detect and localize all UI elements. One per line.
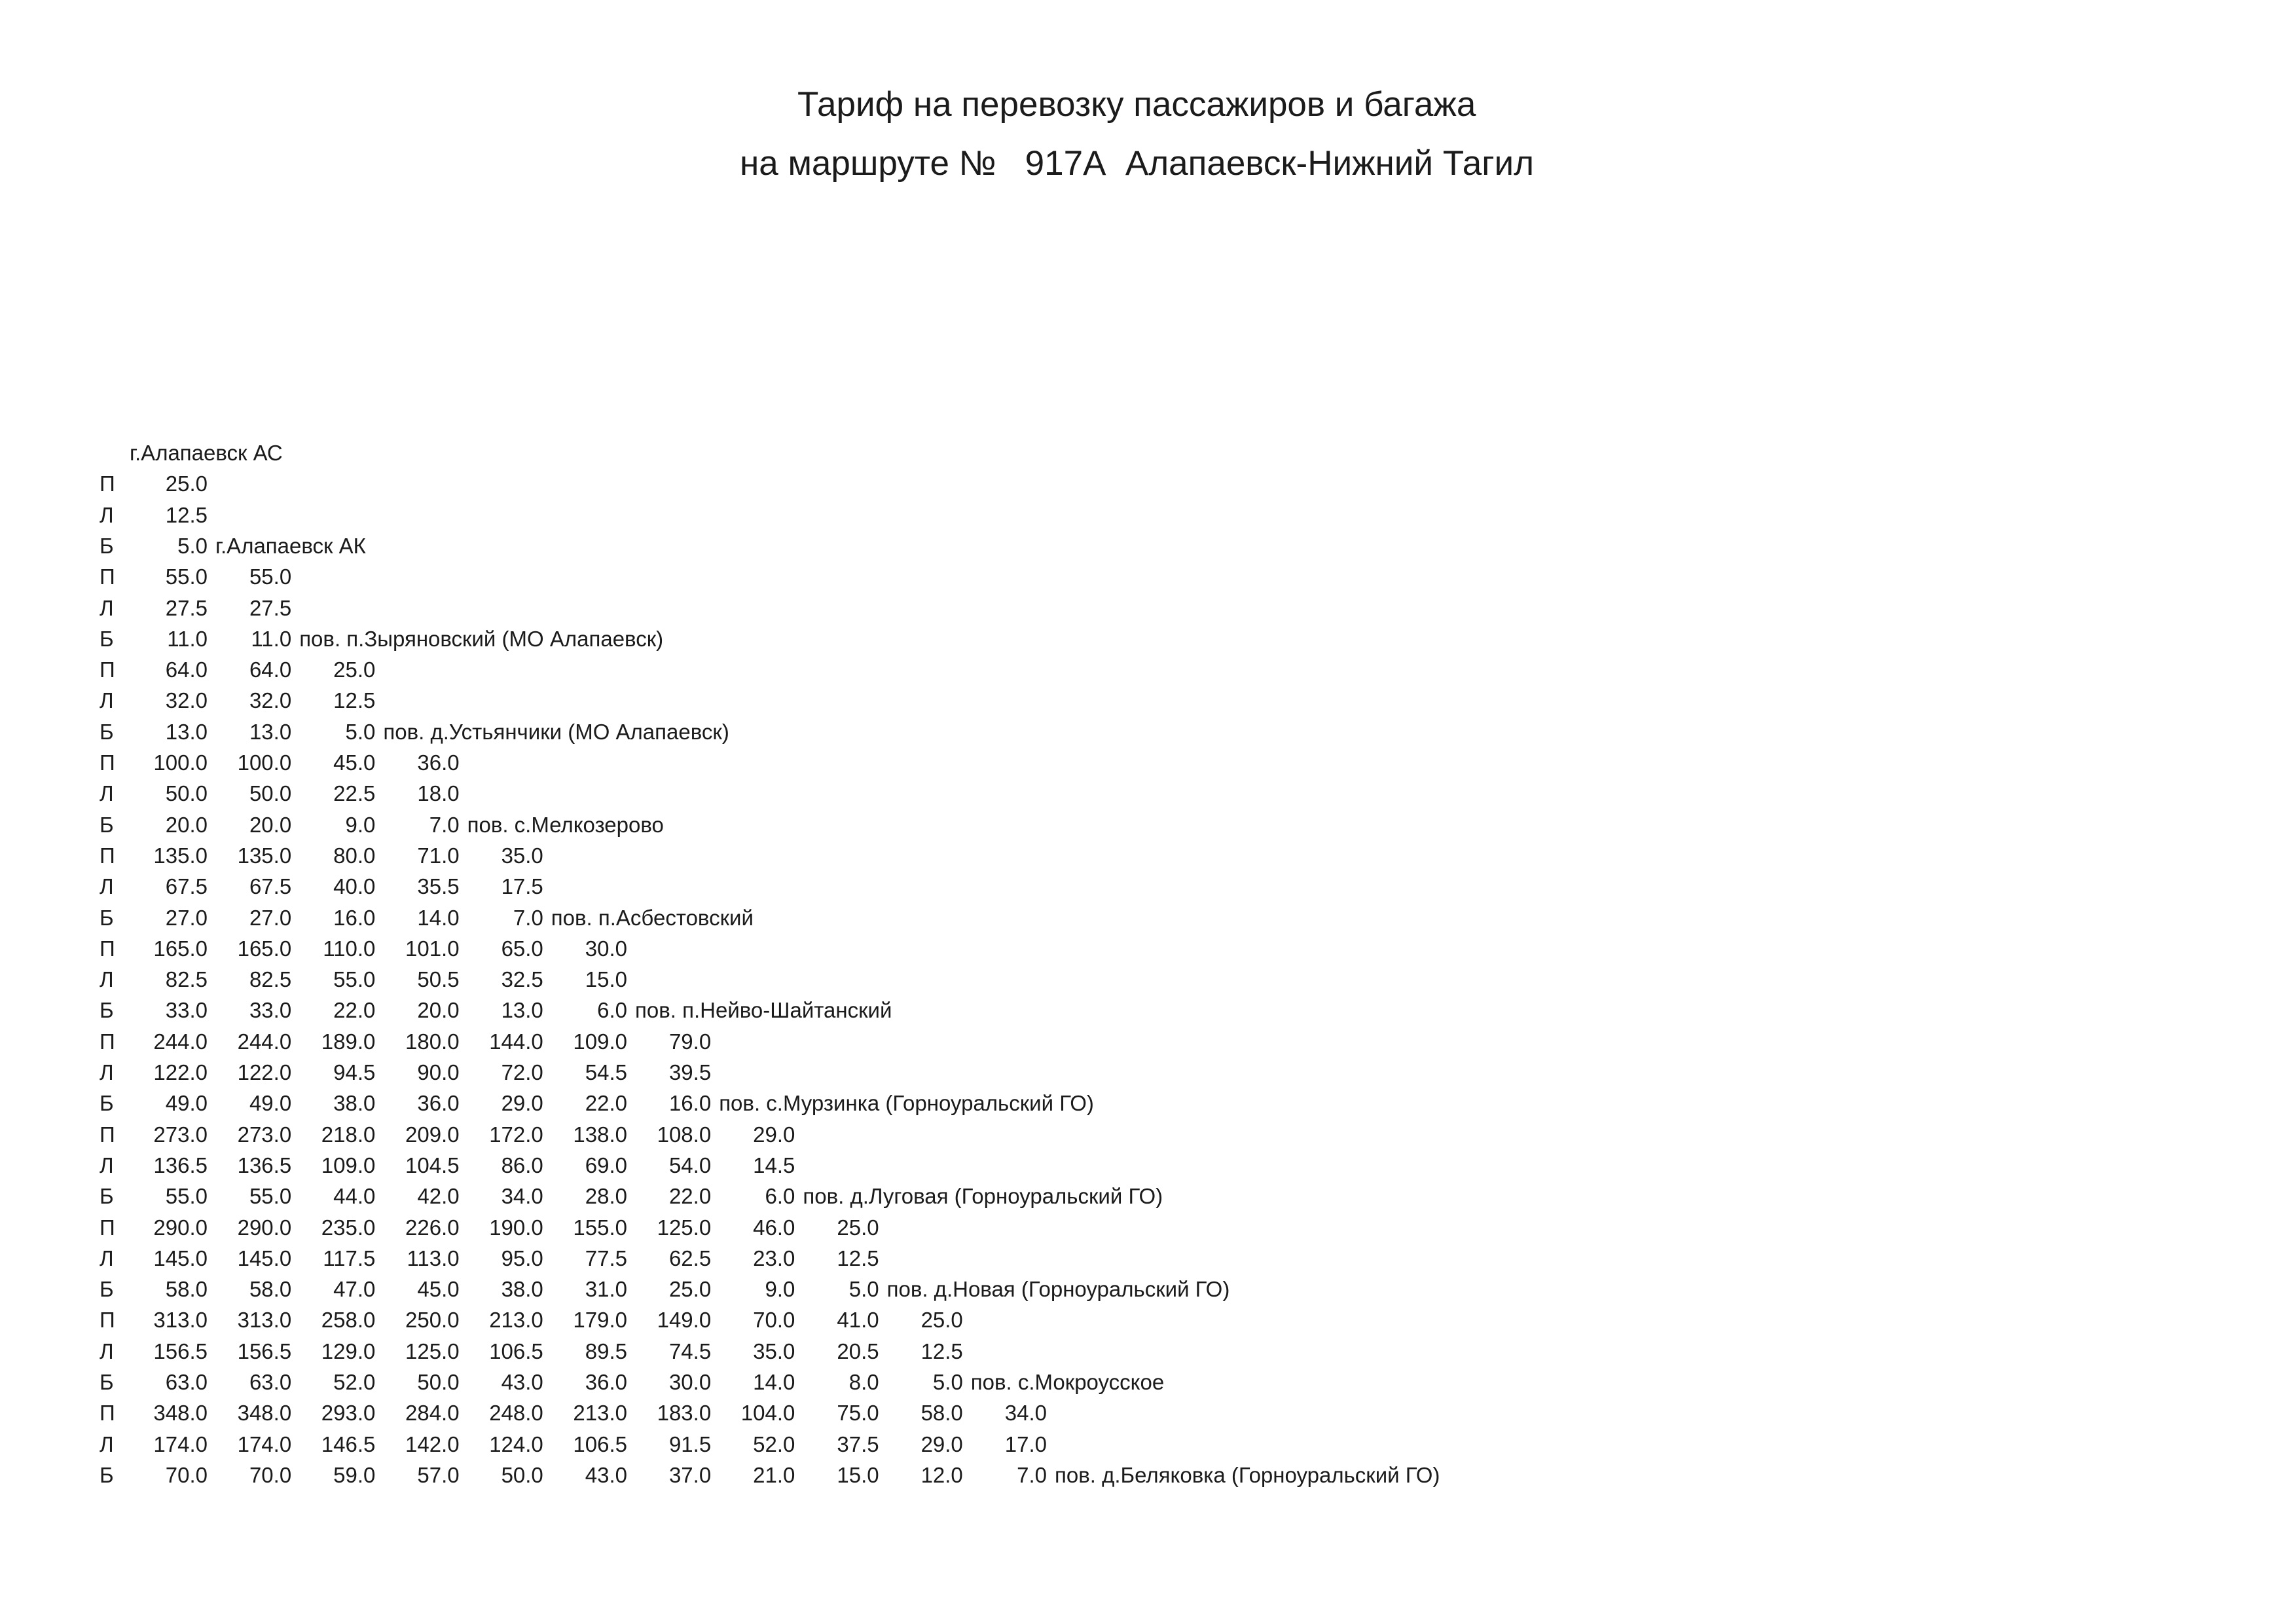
fare-type-baggage: Б xyxy=(100,533,114,558)
fare-value: 244.0 xyxy=(153,1029,208,1054)
fare-value: 82.5 xyxy=(165,967,208,992)
fare-value: 9.0 xyxy=(765,1277,795,1302)
fare-value: 20.5 xyxy=(837,1338,879,1363)
fare-type-full: П xyxy=(100,471,115,496)
fare-value: 136.5 xyxy=(237,1153,292,1177)
fare-value: 244.0 xyxy=(237,1029,292,1054)
stop-name: пов. д.Новая (Горноуральский ГО) xyxy=(886,1277,1230,1302)
fare-value: 122.0 xyxy=(237,1060,292,1084)
fare-value: 42.0 xyxy=(417,1184,460,1209)
fare-value: 20.0 xyxy=(249,812,292,837)
fare-value: 37.0 xyxy=(668,1462,712,1487)
fare-value: 71.0 xyxy=(417,843,460,868)
fare-value: 55.0 xyxy=(165,564,208,589)
fare-value: 79.0 xyxy=(668,1029,712,1054)
fare-value: 32.0 xyxy=(249,688,292,713)
fare-value: 14.5 xyxy=(753,1153,795,1177)
fare-value: 67.5 xyxy=(165,874,208,899)
stop-name: пов. с.Мелкозерово xyxy=(467,812,664,837)
fare-value: 27.5 xyxy=(249,595,292,620)
fare-value: 109.0 xyxy=(573,1029,627,1054)
fare-value: 7.0 xyxy=(513,905,543,930)
fare-value: 70.0 xyxy=(753,1308,795,1333)
fare-value: 213.0 xyxy=(489,1308,543,1333)
fare-value: 226.0 xyxy=(405,1215,460,1240)
fare-value: 50.0 xyxy=(417,1370,460,1394)
fare-value: 12.0 xyxy=(920,1462,963,1487)
fare-value: 45.0 xyxy=(417,1277,460,1302)
fare-type-full: П xyxy=(100,657,115,682)
fare-value: 18.0 xyxy=(417,781,460,806)
fare-value: 124.0 xyxy=(489,1431,543,1456)
fare-value: 50.0 xyxy=(165,781,208,806)
stop-name-first: г.Алапаевск АС xyxy=(130,441,283,465)
fare-value: 209.0 xyxy=(405,1122,460,1147)
fare-value: 21.0 xyxy=(753,1462,795,1487)
fare-value: 50.5 xyxy=(417,967,460,992)
fare-value: 63.0 xyxy=(165,1370,208,1394)
stop-name: г.Алапаевск АК xyxy=(215,533,366,558)
fare-value: 313.0 xyxy=(237,1308,292,1333)
fare-value: 30.0 xyxy=(668,1370,712,1394)
fare-value: 258.0 xyxy=(321,1308,376,1333)
fare-value: 44.0 xyxy=(333,1184,376,1209)
fare-value: 43.0 xyxy=(501,1370,543,1394)
fare-type-reduced: Л xyxy=(100,502,114,527)
fare-value: 28.0 xyxy=(585,1184,627,1209)
fare-value: 104.0 xyxy=(740,1401,795,1426)
fare-value: 55.0 xyxy=(165,1184,208,1209)
fare-value: 17.0 xyxy=(1004,1431,1047,1456)
fare-value: 20.0 xyxy=(417,998,460,1023)
stop-name: пов. п.Нейво-Шайтанский xyxy=(635,998,892,1023)
fare-value: 35.0 xyxy=(501,843,543,868)
fare-value: 22.0 xyxy=(585,1091,627,1116)
stop-name: пов. п.Зыряновский (МО Алапаевск) xyxy=(299,626,664,651)
fare-value: 67.5 xyxy=(249,874,292,899)
fare-value: 129.0 xyxy=(321,1338,376,1363)
fare-value: 145.0 xyxy=(237,1246,292,1270)
title-line-2: на маршруте № 917А Алапаевск-Нижний Тагил xyxy=(740,144,1535,183)
stop-name: пов. д.Устьянчики (МО Алапаевск) xyxy=(383,719,729,744)
fare-value: 13.0 xyxy=(249,719,292,744)
fare-value: 33.0 xyxy=(165,998,208,1023)
fare-value: 6.0 xyxy=(597,998,627,1023)
fare-value: 218.0 xyxy=(321,1122,376,1147)
fare-value: 15.0 xyxy=(837,1462,879,1487)
title-line-1: Тариф на перевозку пассажиров и багажа xyxy=(797,85,1476,124)
fare-value: 49.0 xyxy=(165,1091,208,1116)
fare-value: 213.0 xyxy=(573,1401,627,1426)
fare-value: 273.0 xyxy=(237,1122,292,1147)
fare-value: 5.0 xyxy=(345,719,376,744)
fare-value: 64.0 xyxy=(165,657,208,682)
fare-type-full: П xyxy=(100,1122,115,1147)
fare-value: 49.0 xyxy=(249,1091,292,1116)
fare-value: 34.0 xyxy=(501,1184,543,1209)
fare-value: 12.5 xyxy=(920,1338,963,1363)
fare-value: 75.0 xyxy=(837,1401,879,1426)
fare-value: 74.5 xyxy=(668,1338,712,1363)
fare-value: 86.0 xyxy=(501,1153,543,1177)
fare-value: 35.5 xyxy=(417,874,460,899)
fare-value: 16.0 xyxy=(668,1091,712,1116)
fare-value: 29.0 xyxy=(501,1091,543,1116)
fare-value: 38.0 xyxy=(333,1091,376,1116)
fare-value: 52.0 xyxy=(333,1370,376,1394)
fare-value: 95.0 xyxy=(501,1246,543,1270)
fare-value: 94.5 xyxy=(333,1060,376,1084)
fare-value: 22.0 xyxy=(668,1184,712,1209)
fare-type-full: П xyxy=(100,1215,115,1240)
fare-value: 8.0 xyxy=(848,1370,879,1394)
fare-value: 90.0 xyxy=(417,1060,460,1084)
fare-value: 27.0 xyxy=(165,905,208,930)
fare-value: 12.5 xyxy=(837,1246,879,1270)
fare-value: 144.0 xyxy=(489,1029,543,1054)
fare-type-full: П xyxy=(100,564,115,589)
fare-type-baggage: Б xyxy=(100,1091,114,1116)
fare-value: 39.5 xyxy=(668,1060,712,1084)
fare-value: 59.0 xyxy=(333,1462,376,1487)
fare-value: 14.0 xyxy=(753,1370,795,1394)
fare-value: 52.0 xyxy=(753,1431,795,1456)
fare-value: 14.0 xyxy=(417,905,460,930)
fare-value: 125.0 xyxy=(405,1338,460,1363)
fare-value: 58.0 xyxy=(249,1277,292,1302)
fare-value: 189.0 xyxy=(321,1029,376,1054)
fare-value: 31.0 xyxy=(585,1277,627,1302)
fare-value: 50.0 xyxy=(501,1462,543,1487)
fare-value: 135.0 xyxy=(153,843,208,868)
stop-name: пов. д.Беляковка (Горноуральский ГО) xyxy=(1055,1462,1440,1487)
fare-value: 25.0 xyxy=(668,1277,712,1302)
fare-type-reduced: Л xyxy=(100,874,114,899)
fare-value: 149.0 xyxy=(657,1308,712,1333)
fare-value: 34.0 xyxy=(1004,1401,1047,1426)
fare-value: 40.0 xyxy=(333,874,376,899)
fare-value: 248.0 xyxy=(489,1401,543,1426)
fare-value: 36.0 xyxy=(417,750,460,775)
fare-value: 250.0 xyxy=(405,1308,460,1333)
fare-value: 348.0 xyxy=(237,1401,292,1426)
fare-type-full: П xyxy=(100,1029,115,1054)
fare-value: 284.0 xyxy=(405,1401,460,1426)
fare-value: 174.0 xyxy=(237,1431,292,1456)
fare-value: 47.0 xyxy=(333,1277,376,1302)
fare-value: 5.0 xyxy=(848,1277,879,1302)
fare-value: 156.5 xyxy=(153,1338,208,1363)
fare-value: 172.0 xyxy=(489,1122,543,1147)
fare-type-reduced: Л xyxy=(100,967,114,992)
fare-type-baggage: Б xyxy=(100,626,114,651)
fare-value: 273.0 xyxy=(153,1122,208,1147)
fare-type-baggage: Б xyxy=(100,998,114,1023)
fare-value: 50.0 xyxy=(249,781,292,806)
fare-value: 12.5 xyxy=(333,688,376,713)
fare-type-reduced: Л xyxy=(100,781,114,806)
fare-value: 138.0 xyxy=(573,1122,627,1147)
fare-value: 100.0 xyxy=(153,750,208,775)
fare-value: 58.0 xyxy=(165,1277,208,1302)
fare-value: 43.0 xyxy=(585,1462,627,1487)
fare-value: 165.0 xyxy=(153,936,208,961)
fare-value: 183.0 xyxy=(657,1401,712,1426)
fare-value: 77.5 xyxy=(585,1246,627,1270)
fare-type-full: П xyxy=(100,936,115,961)
fare-value: 29.0 xyxy=(920,1431,963,1456)
fare-value: 22.5 xyxy=(333,781,376,806)
fare-value: 36.0 xyxy=(417,1091,460,1116)
fare-value: 45.0 xyxy=(333,750,376,775)
fare-value: 110.0 xyxy=(323,936,376,961)
fare-type-full: П xyxy=(100,843,115,868)
fare-type-baggage: Б xyxy=(100,719,114,744)
fare-type-baggage: Б xyxy=(100,1370,114,1394)
fare-value: 145.0 xyxy=(153,1246,208,1270)
fare-value: 11.0 xyxy=(167,626,208,651)
fare-value: 16.0 xyxy=(333,905,376,930)
fare-type-baggage: Б xyxy=(100,1462,114,1487)
fare-value: 313.0 xyxy=(153,1308,208,1333)
fare-value: 36.0 xyxy=(585,1370,627,1394)
fare-value: 190.0 xyxy=(489,1215,543,1240)
fare-type-full: П xyxy=(100,1308,115,1333)
fare-value: 108.0 xyxy=(657,1122,712,1147)
fare-value: 106.5 xyxy=(489,1338,543,1363)
fare-value: 55.0 xyxy=(249,564,292,589)
fare-value: 290.0 xyxy=(153,1215,208,1240)
fare-value: 104.5 xyxy=(405,1153,460,1177)
stop-name: пов. с.Мокроусское xyxy=(970,1370,1165,1394)
fare-value: 155.0 xyxy=(573,1215,627,1240)
fare-value: 35.0 xyxy=(753,1338,795,1363)
fare-value: 12.5 xyxy=(165,502,208,527)
fare-value: 5.0 xyxy=(177,533,208,558)
fare-value: 65.0 xyxy=(501,936,543,961)
fare-value: 25.0 xyxy=(837,1215,879,1240)
fare-value: 30.0 xyxy=(585,936,627,961)
fare-value: 37.5 xyxy=(837,1431,879,1456)
fare-value: 179.0 xyxy=(573,1308,627,1333)
fare-type-full: П xyxy=(100,750,115,775)
fare-value: 32.0 xyxy=(165,688,208,713)
fare-type-reduced: Л xyxy=(100,1338,114,1363)
fare-value: 89.5 xyxy=(585,1338,627,1363)
fare-value: 29.0 xyxy=(753,1122,795,1147)
fare-value: 72.0 xyxy=(501,1060,543,1084)
fare-value: 180.0 xyxy=(405,1029,460,1054)
stop-name: пов. п.Асбестовский xyxy=(551,905,754,930)
fare-value: 91.5 xyxy=(668,1431,712,1456)
fare-type-reduced: Л xyxy=(100,1060,114,1084)
fare-value: 117.5 xyxy=(323,1246,376,1270)
fare-value: 113.0 xyxy=(407,1246,460,1270)
fare-value: 106.5 xyxy=(573,1431,627,1456)
fare-value: 156.5 xyxy=(237,1338,292,1363)
fare-value: 122.0 xyxy=(153,1060,208,1084)
fare-value: 174.0 xyxy=(153,1431,208,1456)
fare-value: 9.0 xyxy=(345,812,376,837)
fare-value: 55.0 xyxy=(249,1184,292,1209)
stop-name: пов. д.Луговая (Горноуральский ГО) xyxy=(803,1184,1163,1209)
fare-value: 135.0 xyxy=(237,843,292,868)
fare-value: 235.0 xyxy=(321,1215,376,1240)
fare-value: 32.5 xyxy=(501,967,543,992)
fare-value: 293.0 xyxy=(321,1401,376,1426)
fare-value: 13.0 xyxy=(165,719,208,744)
fare-value: 64.0 xyxy=(249,657,292,682)
fare-value: 5.0 xyxy=(932,1370,963,1394)
fare-value: 33.0 xyxy=(249,998,292,1023)
fare-value: 25.0 xyxy=(165,471,208,496)
fare-value: 63.0 xyxy=(249,1370,292,1394)
fare-type-reduced: Л xyxy=(100,595,114,620)
fare-value: 290.0 xyxy=(237,1215,292,1240)
fare-value: 41.0 xyxy=(837,1308,879,1333)
fare-value: 80.0 xyxy=(333,843,376,868)
fare-value: 27.0 xyxy=(249,905,292,930)
fare-value: 15.0 xyxy=(585,967,627,992)
fare-type-baggage: Б xyxy=(100,1184,114,1209)
fare-value: 70.0 xyxy=(249,1462,292,1487)
fare-value: 27.5 xyxy=(165,595,208,620)
fare-value: 109.0 xyxy=(321,1153,376,1177)
fare-value: 7.0 xyxy=(1017,1462,1047,1487)
fare-value: 125.0 xyxy=(657,1215,712,1240)
fare-type-baggage: Б xyxy=(100,905,114,930)
fare-type-reduced: Л xyxy=(100,1246,114,1270)
fare-value: 100.0 xyxy=(237,750,292,775)
fare-type-reduced: Л xyxy=(100,1431,114,1456)
fare-value: 348.0 xyxy=(153,1401,208,1426)
fare-type-reduced: Л xyxy=(100,688,114,713)
fare-value: 136.5 xyxy=(153,1153,208,1177)
fare-value: 165.0 xyxy=(237,936,292,961)
fare-value: 101.0 xyxy=(405,936,460,961)
fare-value: 82.5 xyxy=(249,967,292,992)
fare-type-baggage: Б xyxy=(100,812,114,837)
fare-value: 22.0 xyxy=(333,998,376,1023)
fare-type-reduced: Л xyxy=(100,1153,114,1177)
fare-value: 54.0 xyxy=(668,1153,712,1177)
fare-value: 25.0 xyxy=(333,657,376,682)
fare-value: 69.0 xyxy=(585,1153,627,1177)
fare-value: 55.0 xyxy=(333,967,376,992)
fare-value: 57.0 xyxy=(417,1462,460,1487)
fare-type-full: П xyxy=(100,1401,115,1426)
fare-value: 146.5 xyxy=(321,1431,376,1456)
fare-value: 11.0 xyxy=(251,626,292,651)
fare-value: 46.0 xyxy=(753,1215,795,1240)
fare-value: 38.0 xyxy=(501,1277,543,1302)
stop-name: пов. с.Мурзинка (Горноуральский ГО) xyxy=(719,1091,1094,1116)
fare-value: 13.0 xyxy=(501,998,543,1023)
fare-value: 20.0 xyxy=(165,812,208,837)
fare-value: 62.5 xyxy=(668,1246,712,1270)
fare-value: 25.0 xyxy=(920,1308,963,1333)
fare-value: 54.5 xyxy=(585,1060,627,1084)
fare-type-baggage: Б xyxy=(100,1277,114,1302)
fare-value: 23.0 xyxy=(753,1246,795,1270)
fare-value: 17.5 xyxy=(501,874,543,899)
fare-value: 7.0 xyxy=(429,812,460,837)
fare-value: 70.0 xyxy=(165,1462,208,1487)
fare-value: 58.0 xyxy=(920,1401,963,1426)
fare-value: 142.0 xyxy=(405,1431,460,1456)
fare-value: 6.0 xyxy=(765,1184,795,1209)
